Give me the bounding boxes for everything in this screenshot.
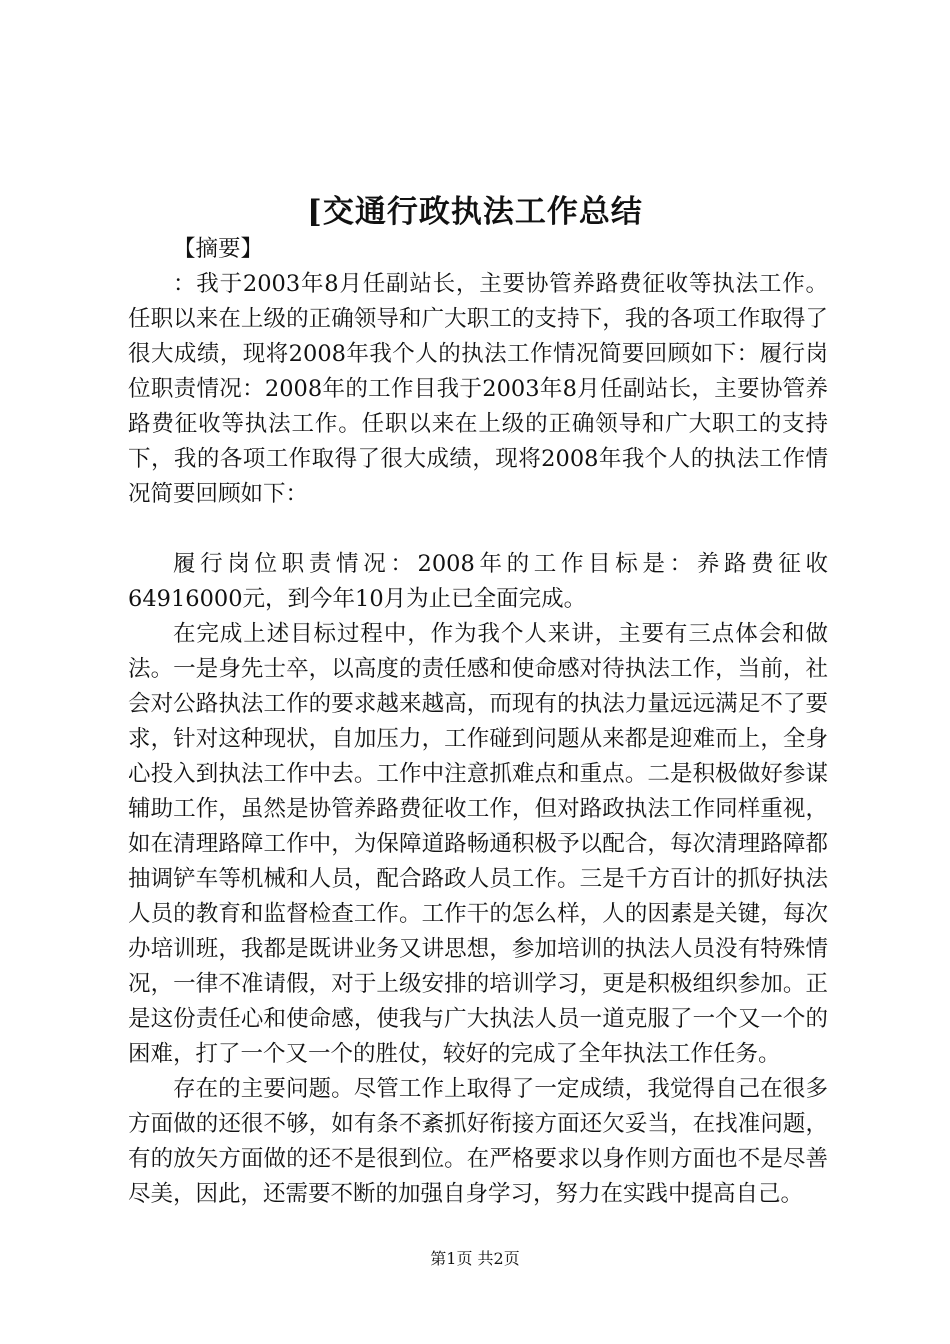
paragraph-duties: 履行岗位职责情况：2008年的工作目标是：养路费征收64916000元，到今年10月为止已全面完成。 bbox=[128, 551, 828, 612]
document-body bbox=[128, 232, 828, 1212]
page-footer: 第1页 共2页 bbox=[430, 1249, 520, 1268]
paragraph-intro: ：我于2003年8月任副站长，主要协管养路费征收等执法工作。任职以来在上级的正确领导和广大职工的支持下，我的各项工作取得了很大成绩，现将2008年我个人的执法工作情况简要回顾如下：履行岗位职责情况：2008年的工作目我于2003年8月任副站长，主要协管养路费征收等执法工作。任职以来在上级的正确领导和广大职工的支持下，我的各项工作取得了很大成绩，现将2008年我个人的执法工作情况简要回顾如下： bbox=[128, 271, 828, 507]
paragraph-problems: 存在的主要问题。尽管工作上取得了一定成绩，我觉得自己在很多方面做的还很不够，如有条不紊抓好衔接方面还欠妥当，在找准问题，有的放矢方面做的还不是很到位。在严格要求以身作则方面也不是尽善尽美，因此，还需要不断的加强自身学习，努力在实践中提高自己。 bbox=[128, 1076, 828, 1207]
abstract-label: 【摘要】 bbox=[173, 236, 264, 262]
document-title: [交通行政执法工作总结 bbox=[307, 194, 643, 230]
paragraph-experience: 在完成上述目标过程中，作为我个人来讲，主要有三点体会和做法。一是身先士卒，以高度的责任感和使命感对待执法工作，当前，社会对公路执法工作的要求越来越高，而现有的执法力量远远满足不了要求，针对这种现状，自加压力，工作碰到问题从来都是迎难而上，全身心投入到执法工作中去。工作中注意抓难点和重点。二是积极做好参谋辅助工作，虽然是协管养路费征收工作，但对路政执法工作同样重视，如在清理路障工作中，为保障道路畅通积极予以配合，每次清理路障都抽调铲车等机械和人员，配合路政人员工作。三是千方百计的抓好执法人员的教育和监督检查工作。工作干的怎么样，人的因素是关键，每次办培训班，我都是既讲业务又讲思想，参加培训的执法人员没有特殊情况，一律不准请假，对于上级安排的培训学习，更是积极组织参加。正是这份责任心和使命感，使我与广大执法人员一道克服了一个又一个的困难，打了一个又一个的胜仗，较好的完成了全年执法工作任务。 bbox=[128, 621, 828, 1067]
blank-line bbox=[128, 512, 828, 547]
